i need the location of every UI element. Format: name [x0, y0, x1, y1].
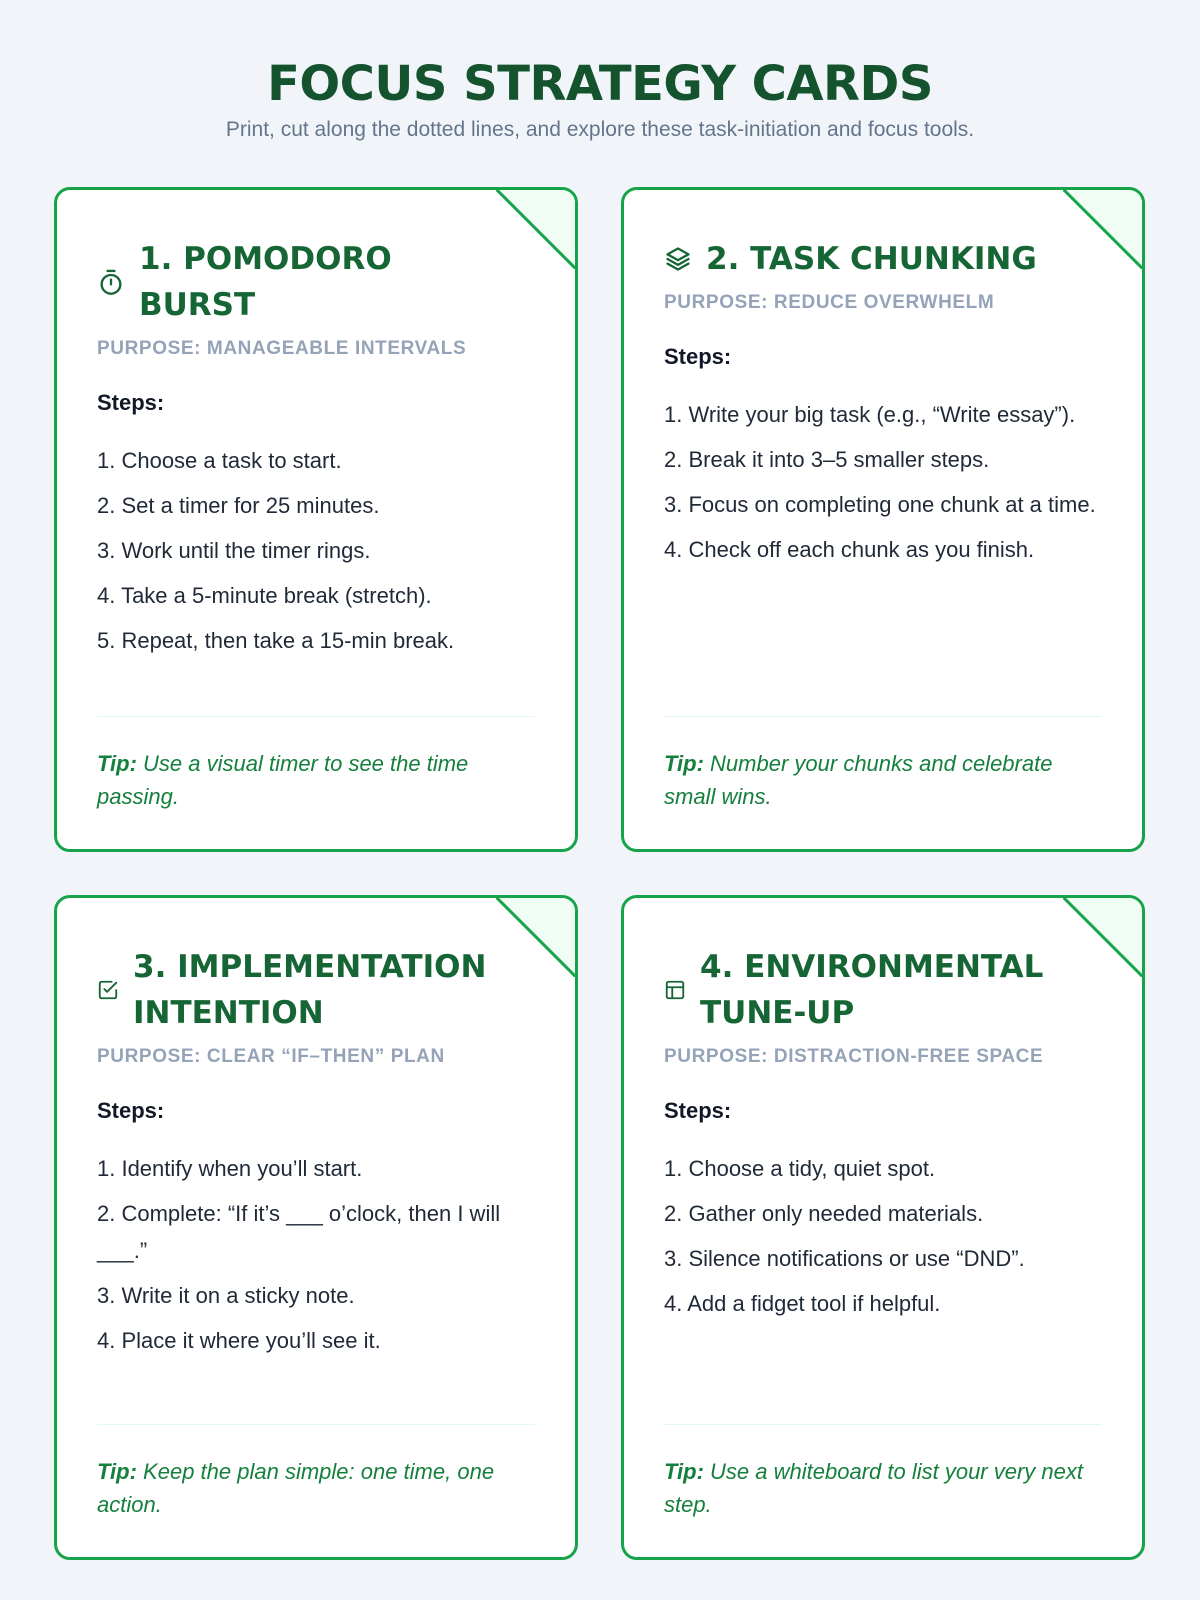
step-item: 4. Add a fidget tool if helpful. [664, 1291, 941, 1316]
step-item: 1. Choose a task to start. [97, 448, 342, 473]
card-title-text: 3. IMPLEMENTATION INTENTION [133, 949, 487, 1031]
step-item: 1. Identify when you’ll start. [97, 1156, 363, 1181]
tip-label: Tip: [97, 1459, 137, 1484]
layout-icon [664, 979, 686, 1001]
card-title [97, 236, 535, 328]
corner-fold-icon [496, 189, 576, 269]
card-tip [664, 747, 1102, 813]
checkbox-icon [97, 979, 119, 1001]
card-tip [97, 747, 535, 813]
card-purpose: PURPOSE: DISTRACTION-FREE SPACE [664, 1046, 1044, 1067]
page-header [0, 0, 1200, 142]
corner-fold-icon [496, 897, 576, 977]
tip-label: Tip: [664, 1459, 704, 1484]
tip-section [664, 716, 1102, 813]
cards-grid [54, 187, 1145, 1560]
strategy-card-implementation-intention [54, 895, 578, 1560]
card-tip [97, 1455, 535, 1521]
steps-list [97, 442, 535, 659]
tip-label: Tip: [664, 751, 704, 776]
card-tip [664, 1455, 1102, 1521]
steps-list [97, 1150, 535, 1359]
tip-text: Use a visual timer to see the time passing. [97, 751, 469, 809]
strategy-card-environmental-tune-up [621, 895, 1145, 1560]
steps-list [664, 396, 1102, 568]
step-item: 4. Place it where you’ll see it. [97, 1328, 381, 1353]
steps-label: Steps: [664, 344, 732, 369]
tip-text: Use a whiteboard to list your very next step. [664, 1459, 1083, 1517]
step-item: 3. Write it on a sticky note. [97, 1283, 355, 1308]
tip-section [97, 1424, 535, 1521]
corner-fold-icon [1063, 897, 1143, 977]
card-title [97, 944, 535, 1036]
step-item: 1. Choose a tidy, quiet spot. [664, 1156, 936, 1181]
page-subtitle: Print, cut along the dotted lines, and explore these task-initiation and focus tools. [225, 118, 975, 141]
steps-label: Steps: [664, 1098, 732, 1123]
card-title-text: 4. ENVIRONMENTAL TUNE-UP [700, 949, 1044, 1031]
card-title [664, 236, 1102, 282]
step-item: 3. Work until the timer rings. [97, 538, 371, 563]
stopwatch-icon [97, 268, 125, 296]
tip-text: Number your chunks and celebrate small wins. [664, 751, 1053, 809]
step-item: 2. Complete: “If it’s ___ o’clock, then I will ___.” [97, 1201, 501, 1263]
card-title-text: 2. TASK CHUNKING [706, 241, 1037, 277]
page-title: FOCUS STRATEGY CARDS [267, 56, 933, 112]
card-purpose: PURPOSE: MANAGEABLE INTERVALS [97, 338, 467, 359]
step-item: 3. Silence notifications or use “DND”. [664, 1246, 1025, 1271]
card-title [664, 944, 1102, 1036]
steps-label: Steps: [97, 390, 165, 415]
card-purpose: PURPOSE: CLEAR “IF–THEN” PLAN [97, 1046, 445, 1067]
step-item: 2. Gather only needed materials. [664, 1201, 984, 1226]
step-item: 4. Take a 5-minute break (stretch). [97, 583, 432, 608]
tip-label: Tip: [97, 751, 137, 776]
steps-list [664, 1150, 1102, 1322]
steps-label: Steps: [97, 1098, 165, 1123]
step-item: 4. Check off each chunk as you finish. [664, 537, 1035, 562]
step-item: 1. Write your big task (e.g., “Write essay”). [664, 402, 1076, 427]
card-purpose: PURPOSE: REDUCE OVERWHELM [664, 292, 995, 313]
corner-fold-icon [1063, 189, 1143, 269]
step-item: 2. Break it into 3–5 smaller steps. [664, 447, 990, 472]
card-title-text: 1. POMODORO BURST [139, 241, 392, 323]
layers-icon [664, 245, 692, 273]
strategy-card-pomodoro [54, 187, 578, 852]
tip-text: Keep the plan simple: one time, one action. [97, 1459, 495, 1517]
strategy-card-task-chunking [621, 187, 1145, 852]
tip-section [664, 1424, 1102, 1521]
step-item: 2. Set a timer for 25 minutes. [97, 493, 380, 518]
tip-section [97, 716, 535, 813]
step-item: 5. Repeat, then take a 15-min break. [97, 628, 455, 653]
step-item: 3. Focus on completing one chunk at a time. [664, 492, 1096, 517]
